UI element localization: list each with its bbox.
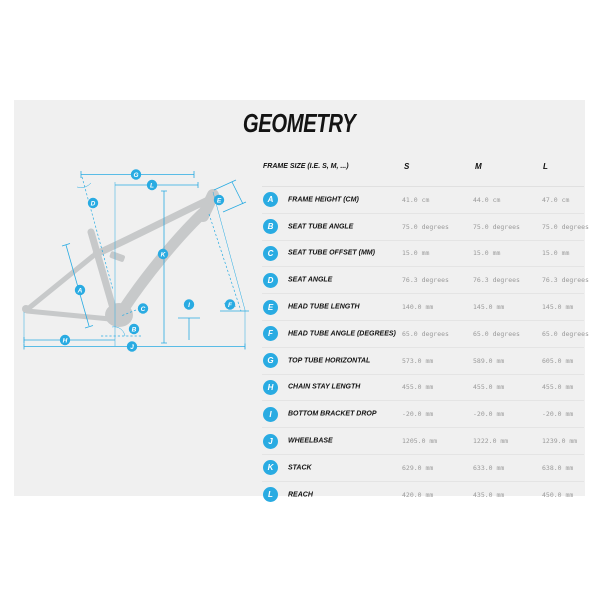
diagram-badge-k — [158, 249, 168, 259]
table-row-l — [262, 482, 584, 508]
table-row-a — [262, 187, 584, 214]
value-m: -20.0 mm — [473, 410, 505, 419]
diagram-badge-l — [147, 180, 157, 190]
row-letter-badge: H — [263, 380, 278, 395]
value-s: 140.0 mm — [402, 303, 434, 312]
row-letter-badge: C — [263, 246, 278, 261]
motor-housing — [105, 303, 133, 327]
value-m: 455.0 mm — [473, 383, 505, 392]
value-l: -20.0 mm — [542, 410, 574, 419]
value-l: 145.0 mm — [542, 303, 574, 312]
row-letter-badge: J — [263, 434, 278, 449]
diagram-badge-e — [214, 195, 224, 205]
svg-text:A: A — [77, 287, 83, 295]
row-letter-badge: D — [263, 273, 278, 288]
table-header — [262, 152, 584, 187]
value-s: 420.0 mm — [402, 490, 434, 499]
value-s: 15.0 mm — [402, 249, 430, 258]
diagram-badge-d — [88, 198, 98, 208]
page-title: GEOMETRY — [243, 108, 356, 138]
svg-text:C: C — [140, 305, 146, 313]
value-m: 65.0 degrees — [473, 329, 520, 338]
geometry-panel — [14, 100, 589, 500]
rear-dropout — [22, 305, 30, 313]
diagram-badge-b — [129, 324, 139, 334]
svg-text:E: E — [216, 197, 222, 205]
value-l: 1239.0 mm — [542, 437, 578, 446]
value-s: 76.3 degrees — [402, 276, 449, 285]
value-s: 41.0 cm — [402, 195, 430, 204]
row-label: REACH — [288, 491, 313, 499]
row-label: BOTTOM BRACKET DROP — [288, 410, 377, 418]
table-row-d — [262, 267, 589, 294]
row-label: HEAD TUBE LENGTH — [288, 303, 360, 311]
row-letter-badge: K — [263, 460, 278, 475]
value-m: 75.0 degrees — [473, 222, 520, 231]
geometry-table — [262, 152, 589, 508]
row-letter-badge: B — [263, 219, 278, 234]
row-letter-badge: A — [263, 192, 278, 207]
row-label: HEAD TUBE ANGLE (DEGREES) — [288, 330, 396, 338]
row-label: SEAT ANGLE — [288, 276, 333, 284]
value-m: 435.0 mm — [473, 490, 505, 499]
value-l: 455.0 mm — [542, 383, 574, 392]
value-s: 1205.0 mm — [402, 437, 438, 446]
value-m: 76.3 degrees — [473, 276, 520, 285]
table-row-c — [262, 241, 584, 268]
value-s: 65.0 degrees — [402, 329, 449, 338]
table-row-e — [262, 294, 584, 321]
diagram-badge-i — [184, 299, 194, 309]
row-label: STACK — [288, 464, 312, 472]
svg-text:J: J — [130, 343, 134, 351]
value-m: 589.0 mm — [473, 356, 505, 365]
value-s: -20.0 mm — [402, 410, 434, 419]
value-l: 638.0 mm — [542, 463, 574, 472]
value-l: 47.0 cm — [542, 195, 570, 204]
shock-mount — [109, 251, 125, 263]
value-m: 15.0 mm — [473, 249, 501, 258]
page-title-wrap — [14, 108, 585, 139]
value-l: 65.0 degrees — [542, 329, 589, 338]
table-row-h — [262, 375, 584, 402]
steering-axis-line — [213, 192, 245, 349]
dim-line-f — [209, 214, 241, 311]
value-s: 573.0 mm — [402, 356, 434, 365]
value-m: 633.0 mm — [473, 463, 505, 472]
dim-line-k — [161, 191, 167, 343]
table-row-f — [262, 321, 589, 348]
row-letter-badge: L — [263, 487, 278, 502]
value-l: 76.3 degrees — [542, 276, 589, 285]
row-letter-badge: I — [263, 407, 278, 422]
row-label: CHAIN STAY LENGTH — [288, 383, 361, 391]
svg-text:F: F — [228, 301, 232, 309]
row-label: SEAT TUBE OFFSET (MM) — [288, 249, 375, 257]
row-letter-badge: G — [263, 353, 278, 368]
bike-geometry-diagram — [16, 150, 266, 372]
value-l: 605.0 mm — [542, 356, 574, 365]
value-s: 455.0 mm — [402, 383, 434, 392]
frame-silhouette — [22, 195, 213, 327]
diagram-badge-h — [60, 335, 70, 345]
column-header-s: S — [404, 162, 410, 171]
svg-text:B: B — [131, 326, 137, 334]
svg-text:K: K — [160, 251, 166, 259]
diagram-badge-f — [225, 299, 235, 309]
value-m: 1222.0 mm — [473, 437, 509, 446]
table-row-j — [262, 428, 584, 455]
table-row-b — [262, 214, 589, 241]
row-label: FRAME HEIGHT (CM) — [288, 196, 359, 204]
table-row-i — [262, 401, 584, 428]
column-header-l: L — [543, 162, 548, 171]
value-l: 15.0 mm — [542, 249, 570, 258]
row-letter-badge: F — [263, 326, 278, 341]
column-header-m: M — [475, 162, 482, 171]
value-m: 44.0 cm — [473, 195, 501, 204]
value-s: 75.0 degrees — [402, 222, 449, 231]
angle-arc-b — [112, 327, 125, 336]
diagram-badge-g — [131, 169, 141, 179]
seat-stay — [29, 256, 93, 308]
value-l: 450.0 mm — [542, 490, 574, 499]
diagram-badge-c — [138, 303, 148, 313]
row-label: TOP TUBE HORIZONTAL — [288, 357, 371, 365]
row-label: SEAT TUBE ANGLE — [288, 223, 354, 231]
dim-line-i — [178, 318, 200, 340]
frame-size-header: FRAME SIZE (I.E. S, M, ...) — [263, 163, 349, 170]
table-row-g — [262, 348, 584, 375]
table-row-k — [262, 455, 584, 482]
value-s: 629.0 mm — [402, 463, 434, 472]
diagram-badge-a — [75, 285, 85, 295]
svg-text:L: L — [150, 182, 154, 190]
value-l: 75.0 degrees — [542, 222, 589, 231]
diagram-badge-j — [127, 341, 137, 351]
row-label: WHEELBASE — [288, 437, 333, 445]
svg-text:G: G — [133, 171, 139, 179]
dim-line-d — [82, 177, 113, 290]
value-m: 145.0 mm — [473, 303, 505, 312]
svg-text:D: D — [90, 200, 96, 208]
svg-text:I: I — [188, 301, 190, 309]
seat-tube — [91, 232, 113, 308]
svg-text:H: H — [62, 337, 68, 345]
row-letter-badge: E — [263, 300, 278, 315]
chain-stay — [27, 311, 110, 319]
